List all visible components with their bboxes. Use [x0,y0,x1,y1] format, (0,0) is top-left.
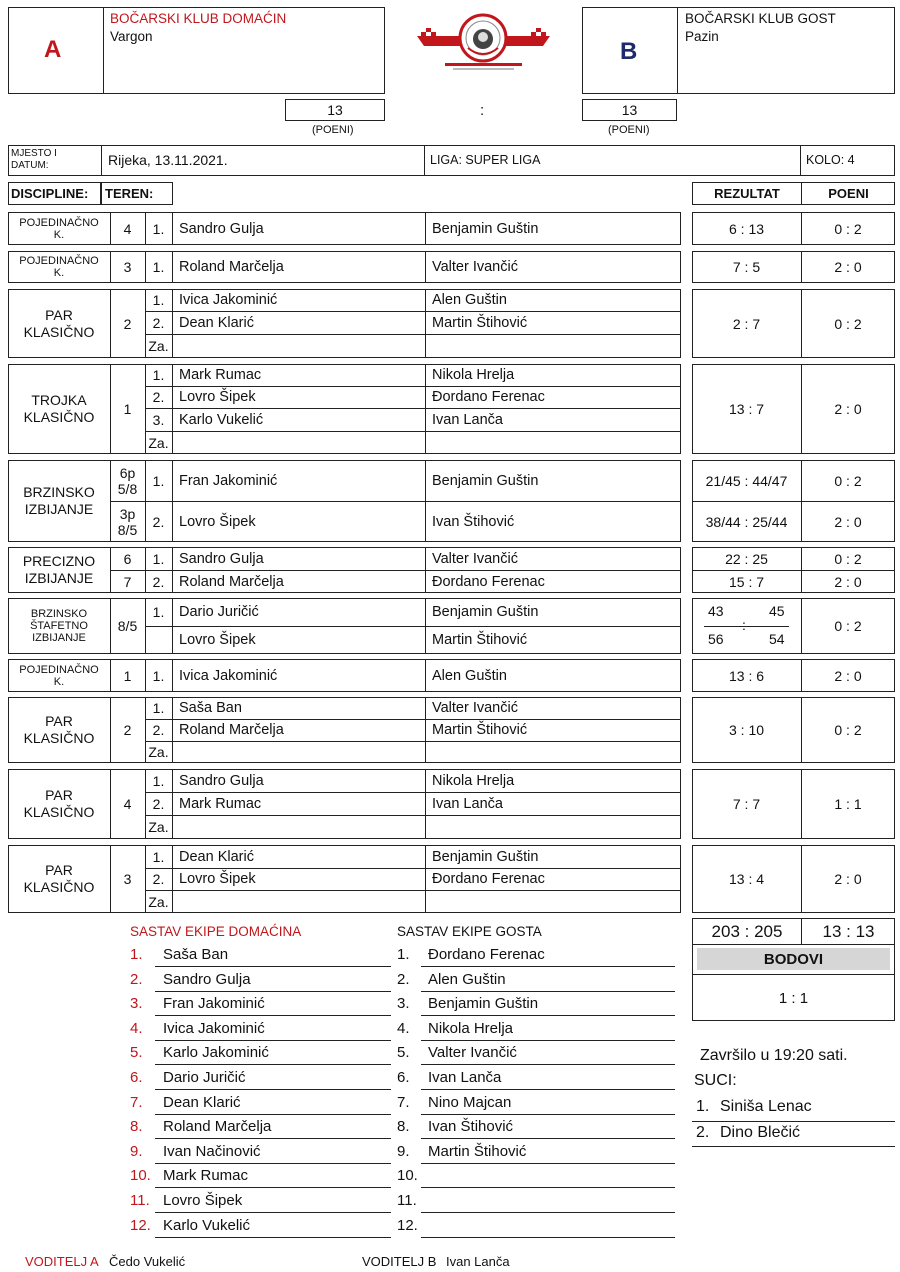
roster-home-line [155,1064,391,1065]
roster-home-number: 9. [130,1142,143,1160]
player-guest: Martin Štihović [432,314,528,331]
roster-guest-line [421,1212,675,1213]
roster-guest-line [421,991,675,992]
row-number: 1. [152,292,165,308]
roster-home-number: 1. [130,946,143,963]
judge-line-1 [692,1121,895,1122]
roster-home-number: 2. [130,970,143,988]
player-guest: Ivan Štihović [432,513,515,530]
points-label: POENI [828,186,869,201]
player-guest: Nikola Hrelja [432,367,515,383]
col-divider [425,290,426,357]
game-result: 13 : 7 [728,401,765,417]
player-home: Ivica Jakominić [179,667,278,684]
row-number: 2. [152,389,165,405]
roster-guest-number: 9. [397,1142,410,1160]
player-home: Sandro Gulja [179,220,264,237]
roster-guest-line [421,1138,675,1139]
game-result: 22 : 25 [725,550,768,567]
relay-sep: : [742,617,746,633]
player-home: Saša Ban [179,700,242,716]
discipline-label [9,290,109,357]
roster-guest-number: 1. [397,946,410,963]
discipline-line: K. [53,228,65,241]
roster-guest-number: 11. [397,1192,417,1209]
roster-guest-player: Nino Majcan [428,1093,512,1111]
roster-home-line [155,1187,391,1188]
roster-home-line [155,966,391,967]
roster-guest-line [421,1064,675,1065]
player-home: Lovro Šipek [179,513,256,530]
discipline-line: IZBIJANJE [24,570,94,586]
game-points: 0 : 2 [834,618,862,634]
game-points: 2 : 0 [834,573,862,590]
col-divider [172,213,173,244]
player-home: Fran Jakominić [179,472,278,489]
player-home: Roland Marčelja [179,259,284,275]
row-number: 2. [152,573,165,590]
player-home: Sandro Gulja [179,772,264,789]
row-divider [145,741,681,742]
roster-guest-number: 7. [397,1093,410,1111]
roster-home-line [155,1089,391,1090]
roster-guest-number: 10. [397,1167,418,1185]
team-a-title: BOČARSKI KLUB DOMAĆIN [110,11,287,26]
player-guest: Nikola Hrelja [432,772,515,789]
discipline-line: PRECIZNO [22,553,96,569]
game-result: 2 : 7 [732,315,761,332]
roster-guest-line [421,1114,675,1115]
roster-home-line [155,1138,391,1139]
discipline-line: KLASIČNO [23,409,95,425]
roster-guest-line [421,966,675,967]
court-line: 3p [119,505,136,522]
discipline-label [9,599,109,653]
discipline-line: TROJKA [31,392,87,408]
discipline-label [9,213,109,244]
discipline-label [9,461,109,541]
row-number: 1. [152,550,165,567]
row-number: Za. [148,819,169,835]
court-number [111,501,144,542]
roster-guest-line [421,1237,675,1238]
court-line: 8/5 [117,521,138,538]
roster-home-player: Karlo Jakominić [163,1044,269,1062]
row-divider [145,815,681,816]
row-number: 1. [152,604,165,620]
discipline-label [9,660,109,691]
col-divider [172,252,173,282]
roster-home-player: Saša Ban [163,946,229,963]
roster-home-number: 12. [130,1216,151,1234]
relay-b1: 45 [769,603,785,619]
team-a-letter: A [44,36,62,63]
court-number: 4 [123,220,132,237]
court-line: 6 [123,550,132,567]
place-label-2: DATUM: [11,160,49,171]
discipline-label [9,365,109,453]
team-a-points-label: (POENI) [312,124,354,136]
game-result: 15 : 7 [728,573,765,590]
roster-guest-player: Martin Štihović [428,1142,527,1160]
row-number: 3. [152,411,165,428]
info-divider-1 [101,146,102,175]
game-points: 2 : 0 [834,667,862,684]
player-guest: Đordano Ferenac [432,389,545,405]
game-result: 6 : 13 [728,220,765,237]
leader-a-name: Čedo Vukelić [109,1254,186,1269]
team-a-divider [103,8,104,93]
row-number: 2. [152,722,165,738]
court-line: 6p [119,464,136,481]
game-points: 1 : 1 [834,796,862,812]
relay-b2: 54 [769,631,785,647]
leader-b-name: Ivan Lanča [446,1254,510,1269]
col-divider [425,213,426,244]
relay-a2: 56 [708,631,724,647]
game-result: 7 : 5 [732,259,761,275]
roster-guest-number: 5. [397,1044,410,1062]
col-divider [425,698,426,762]
roster-guest-line [421,1163,675,1164]
points-colon: : [480,102,485,119]
info-divider-2 [424,146,425,175]
team-b-points-label: (POENI) [608,124,650,136]
col-divider [172,365,173,453]
court-number: 3 [123,871,132,887]
roster-home-line [155,1163,391,1164]
player-home: Dario Juričić [179,604,259,620]
player-home: Ivica Jakominić [179,292,278,308]
team-a-points: 13 [285,99,385,121]
roster-home-player: Roland Marčelja [163,1118,272,1136]
roster-guest-number: 6. [397,1069,410,1086]
game-points: 0 : 2 [834,220,862,237]
total-points: 13 : 13 [822,921,875,941]
roster-home-player: Dario Juričić [163,1069,246,1086]
row-number: 1. [152,700,165,716]
roster-home-number: 5. [130,1044,143,1062]
league: LIGA: SUPER LIGA [430,153,541,167]
discipline-line: PAR [45,306,73,323]
roster-home-title: SASTAV EKIPE DOMAĆINA [130,924,302,939]
row-number: Za. [148,338,169,354]
discipline-line: KLASIČNO [23,804,95,820]
leader-b-label: VODITELJ B [362,1254,437,1269]
col-divider [425,660,426,691]
team-b-name: Pazin [685,29,719,44]
team-b-title: BOČARSKI KLUB GOST [685,11,836,26]
row-divider [145,334,681,335]
player-guest: Valter Ivančić [432,700,518,716]
judge-2-number: 2. [696,1124,710,1141]
player-home: Roland Marčelja [179,722,284,738]
player-guest: Valter Ivančić [432,550,518,567]
col-divider [425,846,426,912]
roster-guest-player: Đordano Ferenac [428,946,545,963]
roster-home-player: Ivica Jakominić [163,1019,265,1037]
relay-divider [704,626,789,627]
discipline-line: PAR [45,862,73,878]
discipline-line: K. [53,675,65,688]
roster-guest-title: SASTAV EKIPE GOSTA [397,924,542,939]
row-number: 2. [152,871,165,887]
col-divider [172,660,173,691]
roster-home-player: Fran Jakominić [163,995,265,1013]
discipline-label [9,846,109,912]
roster-guest-number: 3. [397,995,410,1013]
player-guest: Ivan Lanča [432,411,503,428]
discipline-line: KLASIČNO [23,879,95,895]
game-points: 0 : 2 [834,550,862,567]
player-guest: Ivan Lanča [432,795,503,812]
roster-home-number: 4. [130,1019,143,1037]
roster-guest-player: Ivan Štihović [428,1118,514,1136]
court-label: TEREN: [105,186,154,201]
discipline-line: POJEDINAČNO [19,663,99,676]
col-divider [172,846,173,912]
roster-guest-player: Benjamin Guštin [428,995,539,1013]
col-divider [172,770,173,838]
discipline-line: BRZINSKO [30,608,88,620]
game-result: 13 : 6 [728,667,765,684]
roster-home-number: 8. [130,1118,143,1136]
row-number: Za. [148,744,169,760]
court-line: 7 [123,573,132,590]
player-home: Lovro Šipek [179,389,256,405]
roster-home-player: Sandro Gulja [163,970,251,988]
court-number [111,460,144,501]
row-number: 1. [152,848,165,865]
player-guest: Benjamin Guštin [432,604,539,620]
row-number: 1. [152,667,165,684]
round: KOLO: 4 [806,153,855,167]
row-number: 2. [152,513,165,530]
court-number: 8/5 [117,618,138,634]
game-points: 2 : 0 [834,513,862,530]
roster-home-player: Mark Rumac [163,1167,249,1185]
player-guest: Đordano Ferenac [432,871,545,887]
discipline-line: PAR [45,787,73,803]
player-guest: Alen Guštin [432,292,507,308]
totals-line-1 [693,944,894,945]
row-divider [145,890,681,891]
discipline-label [9,698,109,762]
player-guest: Benjamin Guštin [432,220,539,237]
team-b-points: 13 [582,99,677,121]
judges-label: SUCI: [694,1072,737,1089]
game-points: 2 : 0 [834,871,862,887]
game-result: 7 : 7 [732,796,761,812]
roster-home-player: Karlo Vukelić [163,1216,250,1234]
col-divider [425,770,426,838]
row-number: Za. [148,893,169,910]
roster-guest-line [421,1015,675,1016]
roster-guest-number: 2. [397,970,410,988]
roster-guest-line [421,1187,675,1188]
discipline-line: POJEDINAČNO [19,255,99,267]
discipline-line: PAR [45,713,73,729]
discipline-line: IZBIJANJE [32,632,86,644]
roster-home-line [155,1114,391,1115]
game-points: 0 : 2 [834,472,862,489]
discipline-line: POJEDINAČNO [19,216,99,229]
relay-a1: 43 [708,603,724,619]
court-number: 2 [123,315,132,332]
bodovi-value: 1 : 1 [778,989,809,1007]
discipline-label [9,770,109,838]
roster-home-line [155,1237,391,1238]
row-number: 1. [152,220,165,237]
player-guest: Alen Guštin [432,667,507,684]
roster-home-player: Lovro Šipek [163,1192,243,1209]
result-label: REZULTAT [714,186,780,201]
court-number [111,570,144,593]
roster-home-line [155,1015,391,1016]
roster-home-line [155,1040,391,1041]
game-points: 0 : 2 [834,315,862,332]
team-b-divider [677,8,678,93]
row-number [145,626,172,654]
judge-1-name: Siniša Lenac [720,1098,812,1115]
court-number: 2 [123,722,132,738]
row-number: 2. [152,795,165,812]
player-guest: Valter Ivančić [432,259,518,275]
row-number: 1. [152,367,165,383]
judge-2-name: Dino Blečić [720,1124,801,1141]
discipline-label [9,548,109,592]
game-result: 13 : 4 [728,871,765,887]
player-home: Dean Klarić [179,848,254,865]
roster-guest-player: Valter Ivančić [428,1044,517,1062]
col-divider [172,698,173,762]
game-result: 21/45 : 44/47 [705,472,788,489]
court-number: 3 [123,259,132,275]
player-home: Lovro Šipek [179,871,256,887]
discipline-label [9,252,109,282]
roster-guest-player: Ivan Lanča [428,1069,502,1086]
row-number: 1. [152,259,165,275]
court-number: 4 [123,796,132,812]
discipline-line: BRZINSKO [23,484,95,500]
leader-a-label: VODITELJ A [25,1254,99,1269]
court-number: 1 [123,667,132,684]
player-guest: Martin Štihović [432,632,528,648]
row-number: 1. [152,472,165,489]
player-home: Roland Marčelja [179,573,284,590]
roster-home-player: Ivan Načinović [163,1142,261,1160]
player-guest: Benjamin Guštin [432,848,539,865]
judge-line-2 [692,1146,895,1147]
team-a-name: Vargon [110,29,153,44]
bodovi-label: BODOVI [763,950,824,968]
discipline-line: K. [53,267,65,279]
judge-1-number: 1. [696,1098,710,1115]
team-b-letter: B [620,38,638,65]
player-home: Mark Rumac [179,367,262,383]
disciplines-label: DISCIPLINE: [11,186,89,201]
discipline-line: KLASIČNO [23,323,95,340]
roster-home-number: 10. [130,1167,151,1185]
roster-home-number: 11. [130,1192,150,1209]
federation-logo [415,8,552,74]
player-guest: Đordano Ferenac [432,573,545,590]
discipline-line: KLASIČNO [23,730,95,746]
player-guest: Benjamin Guštin [432,472,539,489]
col-divider [425,252,426,282]
roster-guest-line [421,1089,675,1090]
col-divider [172,290,173,357]
roster-home-number: 7. [130,1093,143,1111]
roster-home-player: Dean Klarić [163,1093,241,1111]
game-points: 2 : 0 [834,259,862,275]
player-home: Dean Klarić [179,314,254,331]
roster-guest-number: 4. [397,1019,410,1037]
roster-guest-number: 12. [397,1216,418,1234]
roster-home-line [155,1212,391,1213]
place-label-1: MJESTO I [11,148,57,159]
totals-line-2 [693,974,894,975]
info-divider-3 [800,146,801,175]
player-guest: Martin Štihović [432,722,528,738]
game-points: 2 : 0 [834,401,862,417]
roster-guest-line [421,1040,675,1041]
roster-guest-number: 8. [397,1118,410,1136]
player-home: Karlo Vukelić [179,411,264,428]
roster-home-number: 6. [130,1069,143,1086]
roster-home-line [155,991,391,992]
discipline-line: IZBIJANJE [24,501,94,517]
court-number [111,547,144,570]
game-result: 38/44 : 25/44 [705,513,788,530]
roster-guest-player: Nikola Hrelja [428,1019,514,1037]
player-home: Mark Rumac [179,795,262,812]
row-divider [145,431,681,432]
game-points: 0 : 2 [834,722,862,738]
court-line: 5/8 [117,480,138,497]
place-value: Rijeka, 13.11.2021. [108,152,228,168]
roster-home-number: 3. [130,995,143,1013]
ended-text: Završilo u 19:20 sati. [700,1047,848,1064]
court-number: 1 [123,401,132,417]
discipline-line: ŠTAFETNO [30,620,88,632]
row-number: 2. [152,314,165,331]
player-home: Lovro Šipek [179,632,256,648]
row-number: 1. [152,772,165,789]
row-number: Za. [148,434,169,451]
col-divider [425,365,426,453]
roster-guest-player: Alen Guštin [428,970,506,988]
game-result: 3 : 10 [728,722,765,738]
total-score: 203 : 205 [711,921,783,941]
player-home: Sandro Gulja [179,550,264,567]
